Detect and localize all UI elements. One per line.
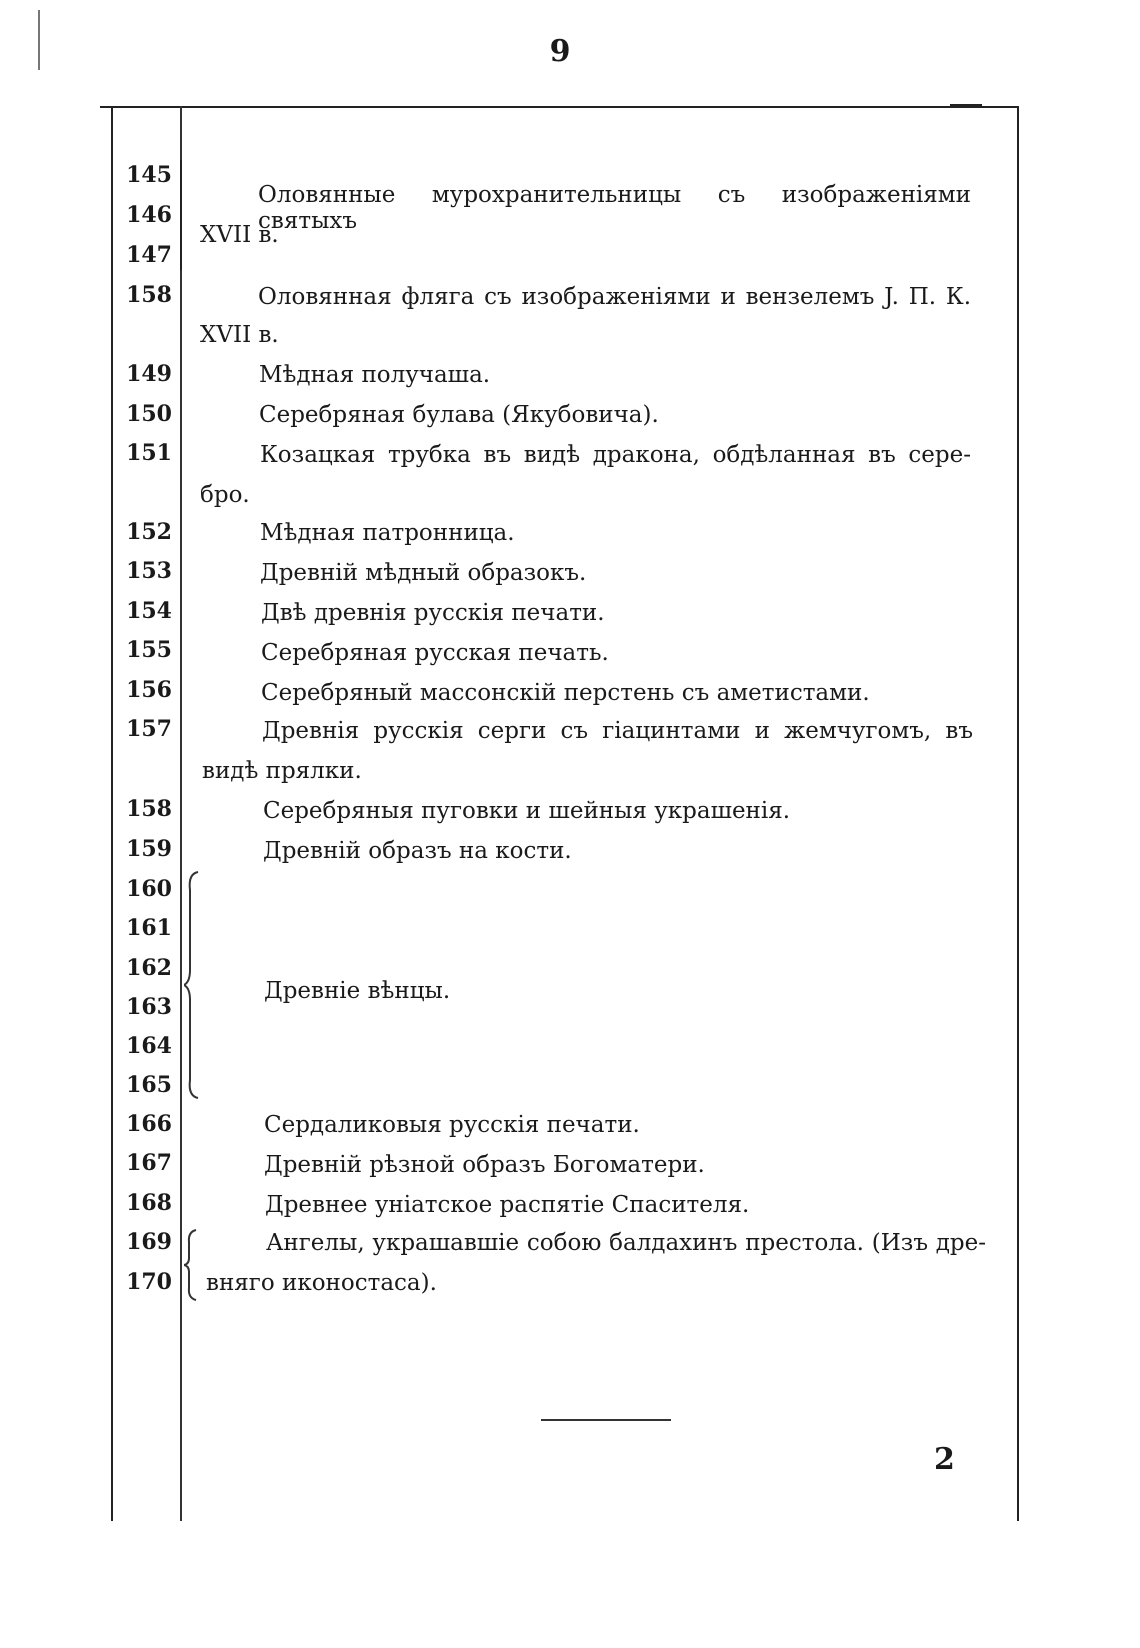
group-curly-brace — [184, 1228, 200, 1302]
item-number: 161 — [126, 915, 172, 941]
item-description: Серебряныя пуговки и шейныя украшенія. — [263, 798, 791, 824]
item-number: 147 — [126, 242, 172, 268]
item-number: 151 — [126, 440, 172, 466]
item-number: 158 — [126, 282, 172, 308]
group-curly-brace — [184, 870, 204, 1100]
item-number: 152 — [126, 519, 172, 545]
table-top-rule-end — [950, 104, 982, 108]
item-number: 149 — [126, 361, 172, 387]
item-number: 170 — [126, 1269, 172, 1295]
end-rule — [541, 1419, 671, 1421]
item-number: 166 — [126, 1111, 172, 1137]
item-number: 157 — [126, 716, 172, 742]
item-description: Сердаликовыя русскія печати. — [264, 1112, 640, 1138]
item-description: Мѣдная патронница. — [260, 520, 515, 546]
table-left-rule — [111, 106, 113, 1521]
item-description: Древнія русскія серги съ гіацинтами и жемчугомъ, въ — [262, 718, 973, 744]
item-number: 169 — [126, 1229, 172, 1255]
page-number: 9 — [549, 34, 571, 69]
item-number: 146 — [126, 202, 172, 228]
item-description-cont: бро. — [200, 482, 250, 508]
item-number: 162 — [126, 955, 172, 981]
table-column-rule — [180, 106, 182, 1521]
item-description: Козацкая трубка въ видѣ дракона, обдѣланная въ сере- — [260, 442, 971, 468]
item-number: 145 — [126, 162, 172, 188]
item-number: 164 — [126, 1033, 172, 1059]
item-number: 168 — [126, 1190, 172, 1216]
signature-mark: 2 — [934, 1442, 955, 1477]
item-description: Ангелы, украшавшіе собою балдахинъ престола. (Изъ дре- — [266, 1230, 986, 1256]
table-right-rule — [1017, 106, 1019, 1521]
item-description: Мѣдная получаша. — [259, 362, 491, 388]
item-description: Древній рѣзной образъ Богоматери. — [264, 1152, 705, 1178]
item-description: Древній мѣдный образокъ. — [260, 560, 587, 586]
item-number: 154 — [126, 598, 172, 624]
item-description: Оловянные мурохранительницы съ изображеніями святыхъ — [258, 182, 971, 234]
item-description: Древнее уніатское распятіе Спасителя. — [265, 1192, 750, 1218]
item-number: 153 — [126, 558, 172, 584]
item-number: 160 — [126, 876, 172, 902]
item-number: 165 — [126, 1072, 172, 1098]
item-number: 155 — [126, 637, 172, 663]
item-description: Древній образъ на кости. — [263, 838, 572, 864]
item-description: Оловянная фляга съ изображеніями и вензелемъ J. П. К. — [258, 284, 971, 310]
item-number: 163 — [126, 994, 172, 1020]
item-description: Двѣ древнія русскія печати. — [261, 600, 605, 626]
item-description: Серебряная булава (Якубовича). — [259, 402, 659, 428]
scan-edge-mark — [38, 10, 40, 70]
item-description: Серебряный массонскій перстень съ аметистами. — [261, 680, 870, 706]
group-bracket — [180, 160, 182, 270]
item-description-cont: вняго иконостаса). — [206, 1270, 437, 1296]
item-number: 159 — [126, 836, 172, 862]
item-description-cont: видѣ прялки. — [202, 758, 362, 784]
item-description: Древніе вѣнцы. — [264, 978, 451, 1004]
item-number: 167 — [126, 1150, 172, 1176]
table-top-rule — [100, 106, 1018, 108]
item-number: 156 — [126, 677, 172, 703]
item-description-cont: XVII в. — [200, 222, 279, 248]
item-description-cont: XVII в. — [200, 322, 279, 348]
item-description: Серебряная русская печать. — [261, 640, 609, 666]
item-number: 150 — [126, 401, 172, 427]
item-number: 158 — [126, 796, 172, 822]
